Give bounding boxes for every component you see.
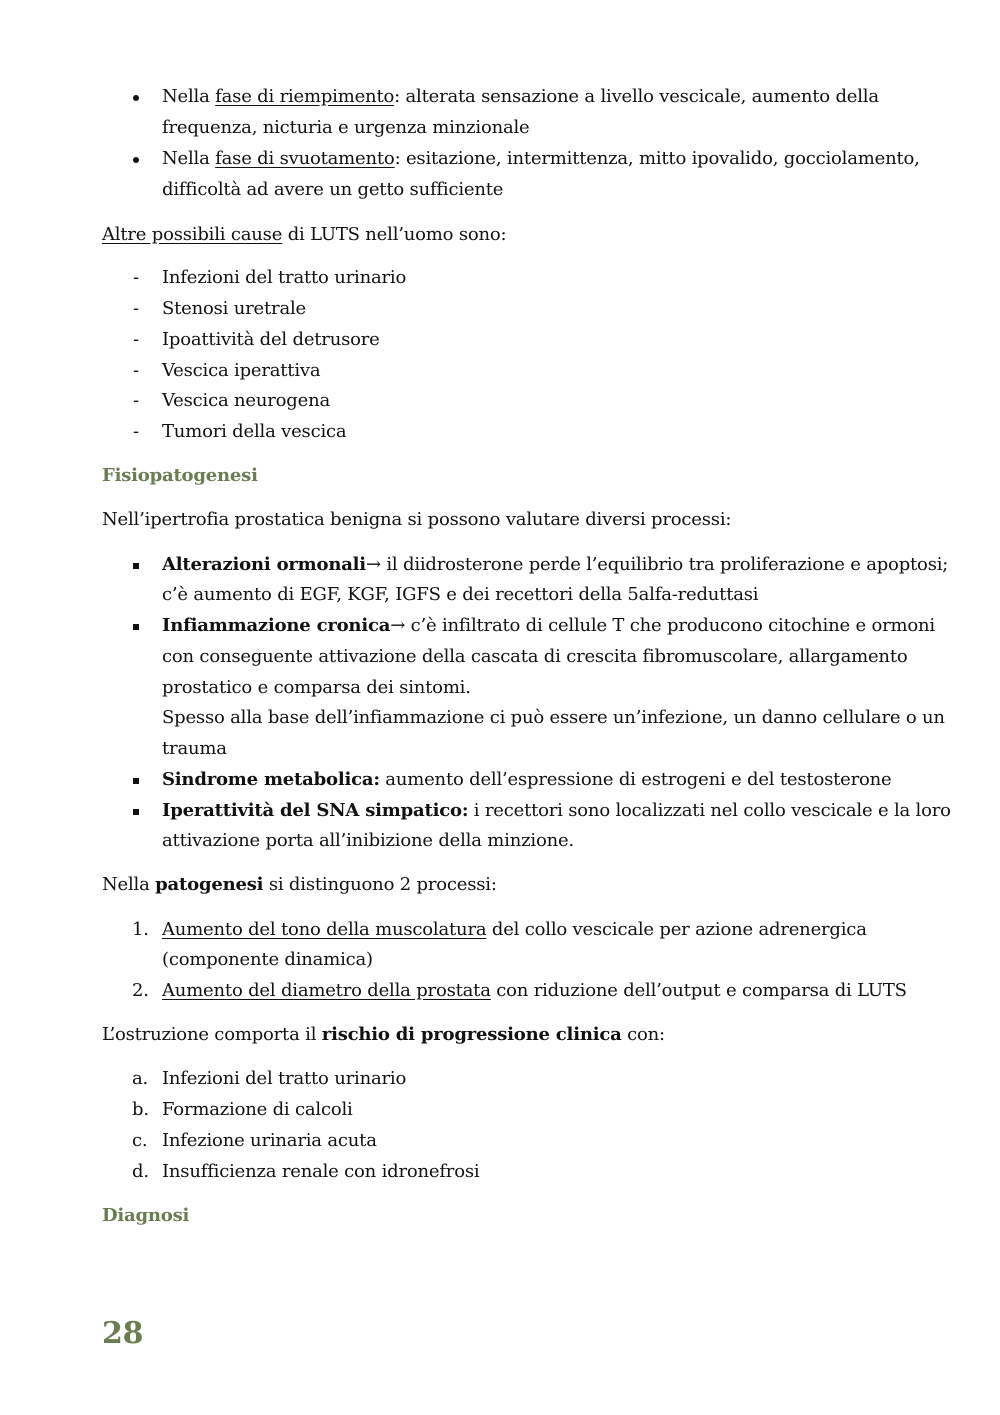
list-item: Infezioni del tratto urinario [162, 267, 407, 288]
list-item [162, 615, 935, 636]
list-item: Formazione di calcoli [162, 1099, 353, 1120]
causes-underlined: Altre possibili cause [102, 224, 283, 245]
list-item-text: : esitazione, intermittenza, mitto ipovalido, gocciolamento, [394, 148, 920, 169]
paragraph-bold: patogenesi [155, 874, 264, 895]
arrow-icon: → [390, 615, 406, 636]
dash-marker: - [133, 360, 139, 381]
list-item: Tumori della vescica [162, 421, 347, 442]
list-item-bold: Sindrome metabolica: [162, 769, 380, 790]
dash-marker: - [133, 421, 139, 442]
number-marker: 2. [132, 980, 149, 1001]
list-item [162, 980, 907, 1001]
list-item-underlined: Aumento del tono della muscolatura [162, 919, 487, 940]
list-item-continuation: (componente dinamica) [162, 949, 373, 970]
list-item [162, 800, 951, 821]
list-item-continuation: frequenza, nicturia e urgenza minzionale [162, 117, 530, 138]
list-item [162, 769, 892, 790]
list-item-prefix: Nella [162, 148, 216, 169]
list-item-text: aumento dell’espressione di estrogeni e del testosterone [379, 769, 892, 790]
list-item-text: c’è infiltrato di cellule T che producono citochine e ormoni [405, 615, 935, 636]
letter-marker: c. [132, 1130, 148, 1151]
list-item: Infezioni del tratto urinario [162, 1068, 407, 1089]
list-item-continuation: con conseguente attivazione della cascata di crescita fibromuscolare, allargamento [162, 646, 908, 667]
paragraph: Nell’ipertrofia prostatica benigna si possono valutare diversi processi: [102, 509, 732, 530]
letter-marker: a. [132, 1068, 149, 1089]
paragraph-rest: si distinguono 2 processi: [263, 874, 497, 895]
list-item [162, 919, 867, 940]
list-item-text: il diidrosterone perde l’equilibrio tra proliferazione e apoptosi; [380, 554, 949, 575]
list-item-continuation: prostatico e comparsa dei sintomi. [162, 677, 471, 698]
paragraph-prefix: Nella [102, 874, 156, 895]
list-item-continuation: difficoltà ad avere un getto sufficiente [162, 179, 504, 200]
list-item-bold: Infiammazione cronica [162, 615, 391, 636]
section-heading-fisiopatogenesi: Fisiopatogenesi [102, 465, 258, 486]
arrow-icon: → [365, 554, 381, 575]
list-item-continuation: trauma [162, 738, 227, 759]
list-item-text: con riduzione dell’output e comparsa di LUTS [490, 980, 907, 1001]
dash-marker: - [133, 267, 139, 288]
number-marker: 1. [132, 919, 149, 940]
list-item-bold: Iperattività del SNA simpatico: [162, 800, 469, 821]
list-item-prefix: Nella [162, 86, 216, 107]
paragraph-bold: rischio di progressione clinica [321, 1024, 622, 1045]
list-item: Infezione urinaria acuta [162, 1130, 377, 1151]
list-item-continuation: attivazione porta all’inibizione della minzione. [162, 830, 574, 851]
page-number: 28 [102, 1316, 144, 1351]
list-item-text: : alterata sensazione a livello vescicale, aumento della [394, 86, 879, 107]
dash-marker: - [133, 298, 139, 319]
paragraph-prefix: L’ostruzione comporta il [102, 1024, 322, 1045]
letter-marker: d. [132, 1161, 149, 1182]
letter-marker: b. [132, 1099, 149, 1120]
list-item [162, 86, 879, 107]
list-item-bold: Alterazioni ormonali [162, 554, 366, 575]
bullet-dot-icon [133, 157, 139, 163]
list-item-underlined: fase di svuotamento [215, 148, 395, 169]
list-item-underlined: Aumento del diametro della prostata [162, 980, 491, 1001]
paragraph [102, 874, 497, 895]
list-item: Vescica neurogena [162, 390, 330, 411]
list-item [162, 554, 948, 575]
list-item: Insufficienza renale con idronefrosi [162, 1161, 480, 1182]
causes-rest: di LUTS nell’uomo sono: [282, 224, 507, 245]
bullet-square-icon [133, 563, 139, 569]
causes-intro [102, 224, 506, 245]
section-heading-diagnosi: Diagnosi [102, 1205, 190, 1226]
list-item-underlined: fase di riempimento [215, 86, 395, 107]
list-item: Vescica iperattiva [162, 360, 321, 381]
list-item-continuation: c’è aumento di EGF, KGF, IGFS e dei recettori della 5alfa-reduttasi [162, 584, 759, 605]
list-item-text: del collo vescicale per azione adrenergica [486, 919, 867, 940]
dash-marker: - [133, 329, 139, 350]
bullet-square-icon [133, 809, 139, 815]
list-item-continuation: Spesso alla base dell’infiammazione ci può essere un’infezione, un danno cellulare o un [162, 707, 945, 728]
bullet-square-icon [133, 778, 139, 784]
list-item-text: i recettori sono localizzati nel collo vescicale e la loro [468, 800, 951, 821]
list-item: Ipoattività del detrusore [162, 329, 380, 350]
list-item [162, 148, 920, 169]
bullet-dot-icon [133, 95, 139, 101]
dash-marker: - [133, 390, 139, 411]
bullet-square-icon [133, 624, 139, 630]
paragraph-rest: con: [621, 1024, 665, 1045]
list-item: Stenosi uretrale [162, 298, 306, 319]
paragraph [102, 1024, 665, 1045]
